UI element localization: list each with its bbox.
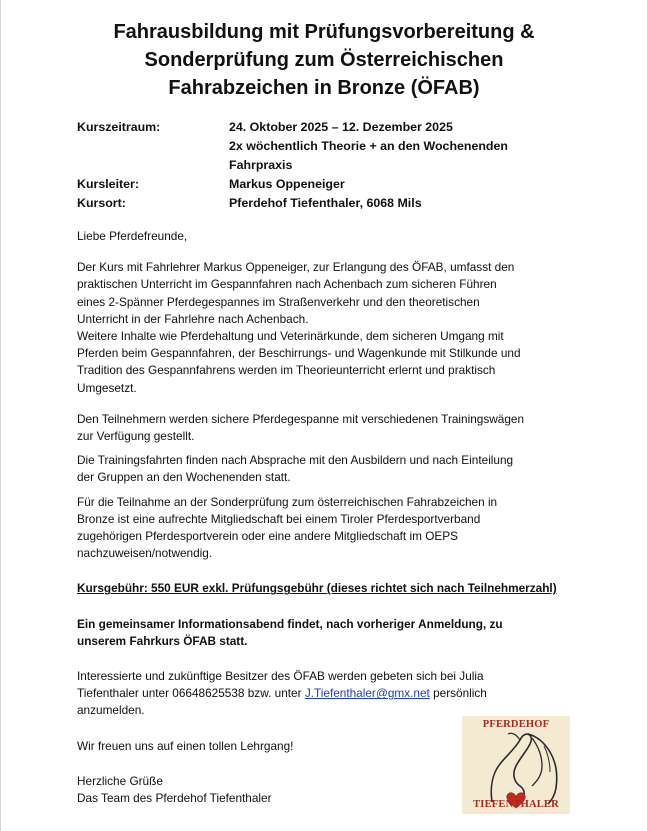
course-info: [77, 118, 577, 213]
paragraph-training-drives: [77, 452, 577, 486]
paragraph-equipment: [77, 411, 577, 445]
logo-bottom-text: TIEFENTHALER: [473, 799, 559, 810]
title-line-1: Fahrausbildung mit Prüfungsvorbereitung &: [113, 21, 535, 43]
info-evening-notice: [77, 616, 577, 650]
paragraph-line: der Gruppen an den Wochenenden statt.: [77, 470, 291, 485]
contact-email-link[interactable]: J.Tiefenthaler@gmx.net: [304, 686, 430, 701]
course-period-label: Kurszeitraum:: [77, 120, 161, 134]
title-line-2: Sonderprüfung zum Österreichischen: [144, 49, 504, 71]
paragraph-line: Tradition des Gespannfahrens werden im Theorieunterricht erlernt und praktisch: [77, 363, 496, 378]
course-period-dates: 24. Oktober 2025 – 12. Dezember 2025: [229, 120, 453, 134]
paragraph-line: Den Teilnehmern werden sichere Pferdegespanne mit verschiedenen Trainingswägen: [77, 411, 525, 426]
regards: Herzliche Grüße: [77, 773, 163, 788]
contact-line-2: [77, 685, 577, 702]
title-line-3: Fahrabzeichen in Bronze (ÖFAB): [168, 77, 480, 99]
course-period-value: [229, 118, 577, 175]
paragraph-line: Pferden beim Gespannfahren, der Beschirrungs- und Wagenkunde mit Stilkunde und: [77, 346, 521, 361]
info-evening-line-2: unserem Fahrkurs ÖFAB statt.: [77, 633, 248, 648]
course-leader-value: Markus Oppeneiger: [229, 177, 345, 191]
course-location-value: Pferdehof Tiefenthaler, 6068 Mils: [229, 196, 422, 210]
logo-top-text: PFERDEHOF: [482, 719, 550, 730]
paragraph-line: Der Kurs mit Fahrlehrer Markus Oppeneiger, zur Erlangung des ÖFAB, umfasst den: [77, 260, 515, 275]
pferdehof-logo: [462, 716, 570, 814]
paragraph-line: praktischen Unterricht im Gespannfahren nach Achenbach zum sicheren Führen: [77, 277, 497, 292]
course-fee: Kursgebühr: 550 EUR exkl. Prüfungsgebühr (dieses richtet sich nach Teilnehmerzahl): [77, 581, 557, 596]
paragraph-line: nachzuweisen/notwendig.: [77, 546, 213, 561]
contact-paragraph: [77, 668, 577, 720]
course-schedule-line-1: 2x wöchentlich Theorie + an den Wochenenden: [229, 139, 508, 153]
paragraph-line: eines 2-Spänner Pferdegespannes im Straßenverkehr und den theoretischen: [77, 294, 480, 309]
closing-sentence: Wir freuen uns auf einen tollen Lehrgang!: [77, 738, 294, 753]
paragraph-line: Bronze ist eine aufrechte Mitgliedschaft bei einem Tiroler Pferdesportverband: [77, 511, 481, 526]
document-title: [70, 18, 578, 102]
paragraph-line: zur Verfügung gestellt.: [77, 429, 195, 444]
course-period-row: [77, 118, 577, 175]
course-leader-label: Kursleiter:: [77, 177, 139, 191]
paragraph-line: Für die Teilnahme an der Sonderprüfung zum österreichischen Fahrabzeichen in: [77, 494, 498, 509]
signature: Das Team des Pferdehof Tiefenthaler: [77, 791, 272, 806]
paragraph-line: Die Trainingsfahrten finden nach Absprache mit den Ausbildern und nach Einteilung: [77, 453, 514, 468]
contact-line-1: Interessierte und zukünftige Besitzer des ÖFAB werden gebeten sich bei Julia: [77, 669, 484, 684]
course-location-label: Kursort:: [77, 196, 126, 210]
contact-line-2-start: Tiefenthaler unter 06648625538 bzw. unter: [77, 686, 305, 701]
paragraph-membership: [77, 494, 577, 563]
course-leader-row: [77, 175, 577, 194]
greeting: Liebe Pferdefreunde,: [77, 229, 188, 243]
paragraph-line: Weitere Inhalte wie Pferdehaltung und Veterinärkunde, dem sicheren Umgang mit: [77, 329, 504, 344]
course-schedule-line-2: Fahrpraxis: [229, 158, 293, 172]
contact-line-2-end: persönlich: [429, 686, 487, 701]
paragraph-course-description: [77, 259, 577, 397]
paragraph-line: Unterricht in der Fahrlehre nach Achenbach.: [77, 311, 309, 326]
info-evening-line-1: Ein gemeinsamer Informationsabend findet, nach vorheriger Anmeldung, zu: [77, 616, 503, 631]
course-location-row: [77, 194, 577, 213]
paragraph-line: Umgesetzt.: [77, 380, 137, 395]
contact-line-3: anzumelden.: [77, 703, 145, 718]
paragraph-line: zugehörigen Pferdesportverein oder eine andere Mitgliedschaft im OEPS: [77, 529, 458, 544]
